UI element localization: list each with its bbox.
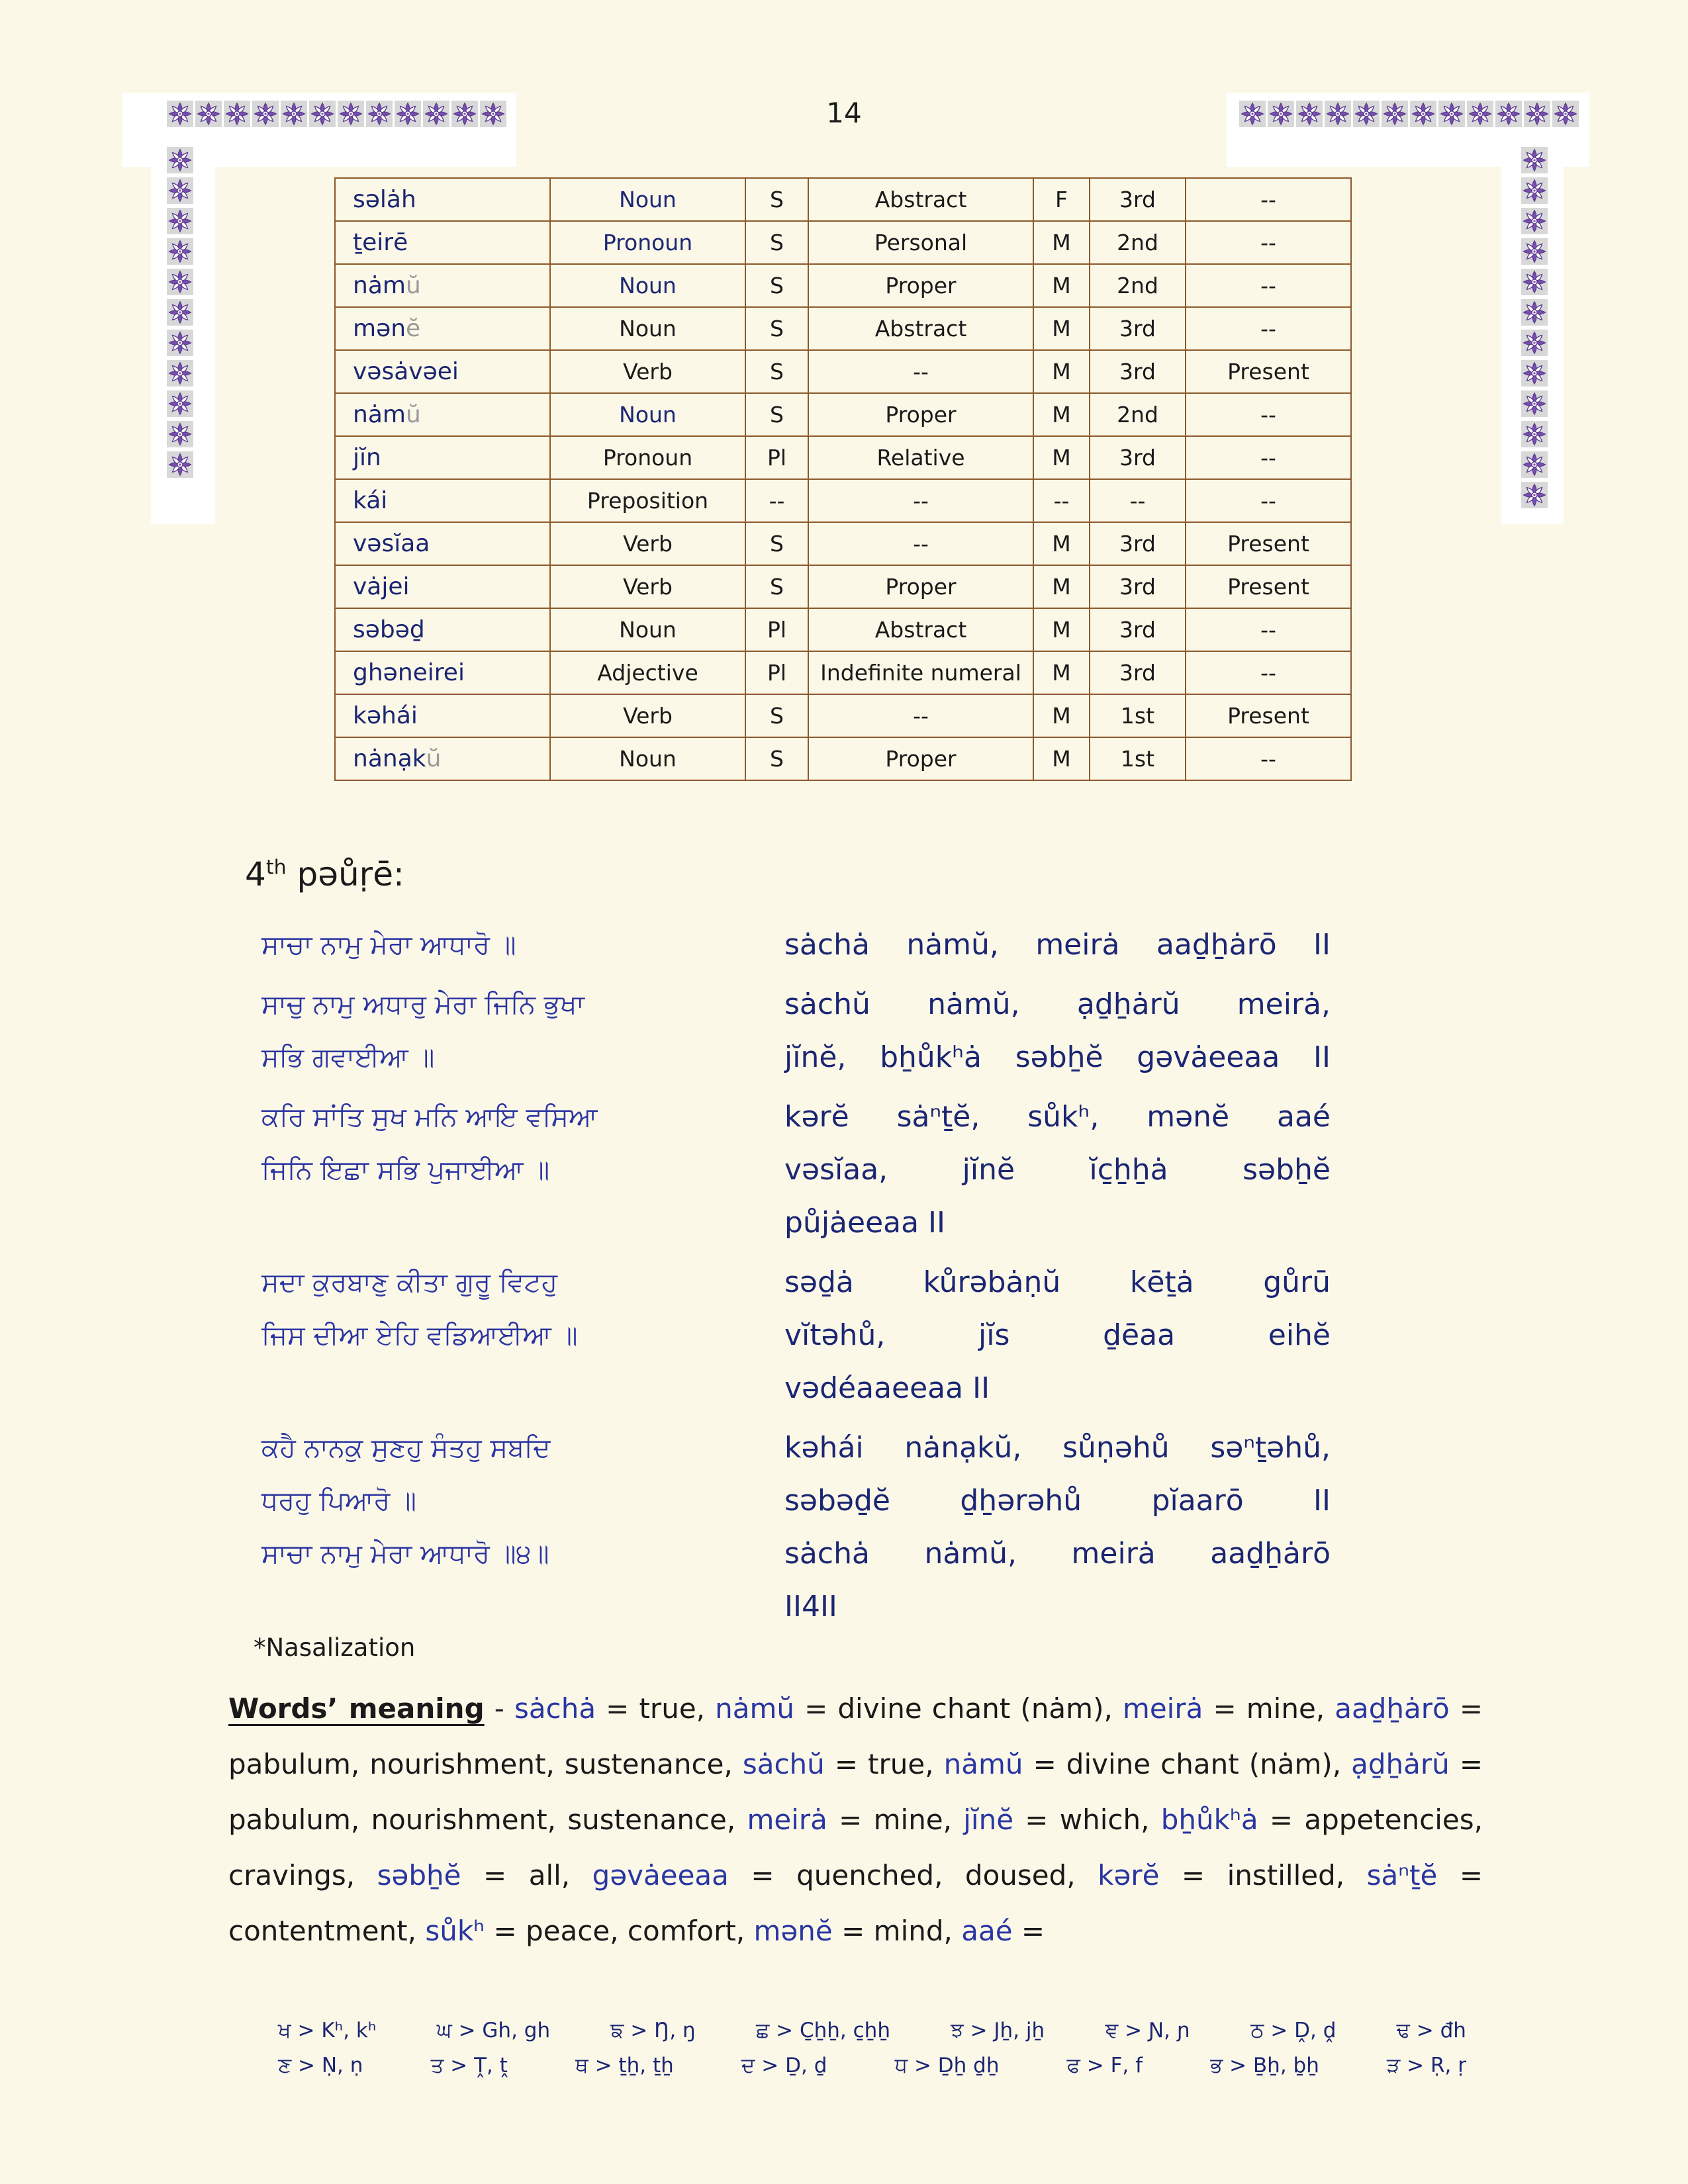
tense-cell: -- xyxy=(1186,393,1351,436)
punjabi-word: aaḏẖȧrō xyxy=(1335,1692,1450,1725)
flower-icon xyxy=(167,299,193,326)
punjabi-word: nȧmŭ xyxy=(943,1748,1023,1780)
punjabi-word: bẖůkʰȧ xyxy=(1160,1803,1258,1836)
tense-cell: Present xyxy=(1186,522,1351,565)
word-cell: səbəḏ xyxy=(335,608,550,651)
num-cell: S xyxy=(745,522,808,565)
flower-icon xyxy=(167,177,193,204)
type-cell: Relative xyxy=(808,436,1033,479)
type-cell: Abstract xyxy=(808,307,1033,350)
english-gloss: = divine chant (nȧm), xyxy=(1023,1748,1352,1780)
type-cell: Personal xyxy=(808,221,1033,264)
gurmukhi-line: ਸਭਿ ਗਵਾਈਆ ॥ xyxy=(261,1042,435,1073)
flower-border-right xyxy=(1521,147,1548,508)
transliteration-line: sȧchŭ nȧmŭ, ạḏẖȧrŭ meirȧ, xyxy=(784,987,1331,1021)
letter-mapping: ਖ > Kʰ, kʰ xyxy=(278,2019,377,2042)
punjabi-word: jĭnĕ xyxy=(963,1803,1014,1836)
person-cell: 3rd xyxy=(1090,178,1186,221)
table-row xyxy=(335,737,1351,780)
gurmukhi-line: ਧਰਹੁ ਪਿਆਰੋ ॥ xyxy=(261,1486,416,1516)
type-cell: Abstract xyxy=(808,178,1033,221)
gender-cell: M xyxy=(1033,350,1090,393)
num-cell: S xyxy=(745,307,808,350)
flower-icon xyxy=(1521,208,1548,234)
gurmukhi-column xyxy=(261,1091,784,1250)
type-cell: Proper xyxy=(808,737,1033,780)
tense-cell: -- xyxy=(1186,307,1351,350)
transliteration-line: vədéaaeeaa II xyxy=(784,1371,990,1405)
flower-icon xyxy=(167,390,193,417)
num-cell: S xyxy=(745,694,808,737)
grammar-table-body xyxy=(335,178,1351,780)
letter-mapping: ਘ > Gh, gh xyxy=(436,2019,551,2042)
flower-icon xyxy=(167,238,193,265)
transliteration-column xyxy=(784,978,1331,1084)
punjabi-word: ạḏẖȧrŭ xyxy=(1351,1748,1450,1780)
transliteration-column xyxy=(784,919,1331,972)
tense-cell: -- xyxy=(1186,178,1351,221)
english-gloss: = peace, comfort, xyxy=(485,1915,754,1947)
english-gloss: = true, xyxy=(596,1692,716,1725)
transliteration-line: kərĕ sȧⁿṯĕ, sůkʰ, mənĕ aaé xyxy=(784,1100,1331,1134)
verse-group xyxy=(261,1256,1334,1415)
person-cell: 2nd xyxy=(1090,221,1186,264)
gurmukhi-line: ਸਾਚਾ ਨਾਮੁ ਮੇਰਾ ਆਧਾਰੋ ॥੪॥ xyxy=(261,1539,549,1569)
verse-group xyxy=(261,1422,1334,1633)
tense-cell: Present xyxy=(1186,350,1351,393)
flower-icon xyxy=(1521,451,1548,478)
gender-cell: -- xyxy=(1033,479,1090,522)
gender-cell: M xyxy=(1033,221,1090,264)
transliteration-line: jĭnĕ, bẖůkʰȧ səbẖĕ gəvȧeeaa II xyxy=(784,1040,1331,1074)
gender-cell: M xyxy=(1033,651,1090,694)
transliteration-column xyxy=(784,1091,1331,1250)
tense-cell: -- xyxy=(1186,651,1351,694)
verse-group xyxy=(261,919,1334,972)
table-row xyxy=(335,436,1351,479)
gender-cell: M xyxy=(1033,436,1090,479)
tense-cell: -- xyxy=(1186,479,1351,522)
pos-cell: Adjective xyxy=(550,651,745,694)
section-heading xyxy=(245,855,404,893)
gender-cell: M xyxy=(1033,393,1090,436)
tense-cell: -- xyxy=(1186,436,1351,479)
punjabi-word: sȧchȧ xyxy=(514,1692,596,1725)
english-gloss: = mine, xyxy=(1203,1692,1335,1725)
word-cell: vəsȧvəei xyxy=(335,350,550,393)
english-gloss: = contentment, xyxy=(228,1859,1483,1947)
table-row xyxy=(335,694,1351,737)
pos-cell: Noun xyxy=(550,178,745,221)
word-cell: kái xyxy=(335,479,550,522)
pos-cell: Verb xyxy=(550,522,745,565)
num-cell: Pl xyxy=(745,436,808,479)
letter-mapping: ਭ > Ḇẖ, ḇẖ xyxy=(1210,2054,1319,2077)
num-cell: Pl xyxy=(745,608,808,651)
english-gloss: = pabulum, nourishment, sustenance, xyxy=(228,1692,1483,1780)
gurmukhi-line: ਸਾਚਾ ਨਾਮੁ ਮੇਰਾ ਆਧਾਰੋ ॥ xyxy=(261,930,516,960)
word-cell: nȧmŭ xyxy=(335,264,550,307)
table-row xyxy=(335,651,1351,694)
pos-cell: Verb xyxy=(550,350,745,393)
transliteration-line: səbəḏĕ ḏẖərəhů pĭaarō II xyxy=(784,1484,1331,1518)
table-row xyxy=(335,393,1351,436)
flower-icon xyxy=(1521,177,1548,204)
word-cell: mənĕ xyxy=(335,307,550,350)
table-row xyxy=(335,608,1351,651)
words-meaning-heading: Words’ meaning xyxy=(228,1692,485,1725)
num-cell: -- xyxy=(745,479,808,522)
english-gloss: = pabulum, nourishment, sustenance, xyxy=(228,1748,1483,1836)
type-cell: Indefinite numeral xyxy=(808,651,1033,694)
person-cell: 1st xyxy=(1090,694,1186,737)
flower-border-left xyxy=(167,147,193,478)
english-gloss: = mind, xyxy=(832,1915,962,1947)
pos-cell: Noun xyxy=(550,393,745,436)
transliteration-column xyxy=(784,1422,1331,1633)
num-cell: S xyxy=(745,565,808,608)
punjabi-word: kərĕ xyxy=(1098,1859,1160,1891)
person-cell: 3rd xyxy=(1090,307,1186,350)
transliteration-key-row-2 xyxy=(278,2054,1466,2078)
gurmukhi-column xyxy=(261,978,784,1084)
tense-cell: -- xyxy=(1186,264,1351,307)
person-cell: 3rd xyxy=(1090,608,1186,651)
gender-cell: M xyxy=(1033,307,1090,350)
person-cell: 3rd xyxy=(1090,350,1186,393)
word-cell: ghəneirei xyxy=(335,651,550,694)
tense-cell: -- xyxy=(1186,737,1351,780)
flower-icon xyxy=(167,330,193,356)
table-row xyxy=(335,522,1351,565)
person-cell: 3rd xyxy=(1090,651,1186,694)
page-number: 14 xyxy=(826,97,862,129)
english-gloss: = instilled, xyxy=(1159,1859,1367,1891)
type-cell: Proper xyxy=(808,393,1033,436)
punjabi-word: sȧchŭ xyxy=(742,1748,825,1780)
punjabi-word: meirȧ xyxy=(747,1803,827,1836)
table-row xyxy=(335,565,1351,608)
gender-cell: M xyxy=(1033,694,1090,737)
table-row xyxy=(335,307,1351,350)
num-cell: S xyxy=(745,737,808,780)
word-cell: səlȧh xyxy=(335,178,550,221)
transliteration-line: II4II xyxy=(784,1590,837,1623)
pos-cell: Pronoun xyxy=(550,436,745,479)
gender-cell: M xyxy=(1033,522,1090,565)
punjabi-word: sȧⁿṯĕ xyxy=(1366,1859,1438,1891)
grammar-analysis-table xyxy=(334,177,1352,781)
transliteration-line: sȧchȧ nȧmŭ, meirȧ aaḏẖȧrō xyxy=(784,1537,1331,1570)
word-cell: nȧmŭ xyxy=(335,393,550,436)
english-gloss: = which, xyxy=(1013,1803,1161,1836)
flower-icon xyxy=(1521,269,1548,295)
letter-mapping: ਢ > đh xyxy=(1396,2019,1466,2042)
gurmukhi-line: ਸਾਚੁ ਨਾਮੁ ਅਧਾਰੁ ਮੇਰਾ ਜਿਨਿ ਭੁਖਾ xyxy=(261,989,585,1020)
words-meaning-separator: - xyxy=(484,1692,514,1725)
words-meaning-paragraph xyxy=(228,1681,1483,1959)
num-cell: Pl xyxy=(745,651,808,694)
gurmukhi-column xyxy=(261,1422,784,1633)
gender-cell: F xyxy=(1033,178,1090,221)
letter-mapping: ਛ > C̱ẖẖ, c̱ẖẖ xyxy=(755,2019,890,2042)
punjabi-word: sůkʰ xyxy=(425,1915,485,1947)
table-row xyxy=(335,350,1351,393)
english-gloss: = true, xyxy=(824,1748,944,1780)
flower-icon xyxy=(1521,360,1548,387)
word-cell: vəsĭaa xyxy=(335,522,550,565)
gurmukhi-line: ਕਰਿ ਸਾਂਤਿ ਸੁਖ ਮਨਿ ਆਇ ਵਸਿਆ xyxy=(261,1102,598,1132)
gender-cell: M xyxy=(1033,737,1090,780)
letter-mapping: ਞ > Ɲ, ɲ xyxy=(1105,2019,1190,2042)
tense-cell: -- xyxy=(1186,221,1351,264)
letter-mapping: ਫ > F, f xyxy=(1066,2054,1143,2077)
letter-mapping: ਧ > Ḏẖ ḏẖ xyxy=(894,2054,1000,2077)
table-row xyxy=(335,178,1351,221)
transliteration-line: vĭtəhů, jĭs ḏēaa eihĕ xyxy=(784,1318,1331,1352)
nasalization-note: *Nasalization xyxy=(254,1633,416,1662)
flower-icon xyxy=(167,451,193,478)
pos-cell: Noun xyxy=(550,608,745,651)
type-cell: -- xyxy=(808,350,1033,393)
english-gloss: = mine, xyxy=(827,1803,964,1836)
person-cell: 2nd xyxy=(1090,264,1186,307)
flower-icon xyxy=(167,269,193,295)
english-gloss: = xyxy=(1012,1915,1045,1947)
transliteration-line: půjȧeeaa II xyxy=(784,1206,946,1240)
gender-cell: M xyxy=(1033,565,1090,608)
verse-group xyxy=(261,1091,1334,1250)
verse-group xyxy=(261,978,1334,1084)
transliteration-key xyxy=(278,2019,1466,2089)
type-cell: Proper xyxy=(808,565,1033,608)
gurmukhi-line: ਕਹੈ ਨਾਨਕੁ ਸੁਣਹੁ ਸੰਤਹੁ ਸਬਦਿ xyxy=(261,1433,551,1463)
letter-mapping: ਝ > Jẖ, jẖ xyxy=(951,2019,1045,2042)
type-cell: -- xyxy=(808,694,1033,737)
letter-mapping: ੜ > Ṛ, ṛ xyxy=(1387,2054,1466,2077)
gurmukhi-column xyxy=(261,1256,784,1415)
flower-icon xyxy=(1521,299,1548,326)
punjabi-word: nȧmŭ xyxy=(715,1692,794,1725)
punjabi-word: gəvȧeeaa xyxy=(592,1859,729,1891)
punjabi-word: mənĕ xyxy=(753,1915,833,1947)
gender-cell: M xyxy=(1033,608,1090,651)
person-cell: 3rd xyxy=(1090,522,1186,565)
flower-icon xyxy=(167,360,193,387)
word-cell: ṯeirē xyxy=(335,221,550,264)
punjabi-word: aaé xyxy=(961,1915,1013,1947)
flower-icon xyxy=(1521,421,1548,447)
num-cell: S xyxy=(745,221,808,264)
flower-icon xyxy=(167,421,193,447)
flower-icon xyxy=(167,147,193,173)
section-heading-text: pəůṛē: xyxy=(286,855,404,893)
pos-cell: Verb xyxy=(550,694,745,737)
transliteration-key-row-1 xyxy=(278,2019,1466,2043)
pos-cell: Preposition xyxy=(550,479,745,522)
transliteration-line: vəsĭaa, jĭnĕ ĭc̱ẖẖȧ səbẖĕ xyxy=(784,1153,1331,1187)
letter-mapping: ਦ > Ḏ, ḏ xyxy=(741,2054,827,2077)
type-cell: -- xyxy=(808,479,1033,522)
person-cell: 3rd xyxy=(1090,436,1186,479)
num-cell: S xyxy=(745,350,808,393)
gurmukhi-line: ਜਿਨਿ ਇਛਾ ਸਭਿ ਪੁਜਾਈਆ ॥ xyxy=(261,1155,550,1185)
tense-cell: Present xyxy=(1186,565,1351,608)
pos-cell: Noun xyxy=(550,307,745,350)
gurmukhi-line: ਜਿਸ ਦੀਆ ਏਹਿ ਵਡਿਆਈਆ ॥ xyxy=(261,1320,578,1351)
verse-section xyxy=(261,919,1334,1640)
letter-mapping: ਠ > Ḓ, ḓ xyxy=(1250,2019,1336,2042)
punjabi-word: səbẖĕ xyxy=(377,1859,461,1891)
english-gloss: = quenched, doused, xyxy=(728,1859,1098,1891)
num-cell: S xyxy=(745,178,808,221)
type-cell: Abstract xyxy=(808,608,1033,651)
letter-mapping: ਥ > ṯẖ, ṯẖ xyxy=(575,2054,674,2077)
num-cell: S xyxy=(745,393,808,436)
gender-cell: M xyxy=(1033,264,1090,307)
table-row xyxy=(335,221,1351,264)
person-cell: 1st xyxy=(1090,737,1186,780)
flower-icon xyxy=(1521,238,1548,265)
english-gloss: = divine chant (nȧm), xyxy=(794,1692,1123,1725)
flower-icon xyxy=(1521,482,1548,508)
pos-cell: Noun xyxy=(550,737,745,780)
transliteration-line: səḏȧ kůrəbȧṇŭ kēṯȧ gůrū xyxy=(784,1265,1331,1299)
person-cell: -- xyxy=(1090,479,1186,522)
person-cell: 2nd xyxy=(1090,393,1186,436)
flower-icon xyxy=(1521,147,1548,173)
word-cell: kəhái xyxy=(335,694,550,737)
transliteration-column xyxy=(784,1256,1331,1415)
word-cell: nȧnạkŭ xyxy=(335,737,550,780)
tense-cell: -- xyxy=(1186,608,1351,651)
num-cell: S xyxy=(745,264,808,307)
flower-icon xyxy=(1521,330,1548,356)
table-row xyxy=(335,479,1351,522)
transliteration-line: sȧchȧ nȧmŭ, meirȧ aaḏẖȧrō II xyxy=(784,928,1331,962)
section-heading-number: 4 xyxy=(245,855,266,893)
english-gloss: = appetencies, cravings, xyxy=(228,1803,1483,1891)
tense-cell: Present xyxy=(1186,694,1351,737)
word-cell: vȧjei xyxy=(335,565,550,608)
gurmukhi-column xyxy=(261,919,784,972)
flower-icon xyxy=(1521,390,1548,417)
transliteration-line: kəhái nȧnạkŭ, sůṇəhů səⁿṯəhů, xyxy=(784,1431,1331,1465)
gurmukhi-line: ਸਦਾ ਕੁਰਬਾਣੁ ਕੀਤਾ ਗੁਰੂ ਵਿਟਹੁ xyxy=(261,1267,558,1298)
flower-icon xyxy=(167,208,193,234)
person-cell: 3rd xyxy=(1090,565,1186,608)
english-gloss: = all, xyxy=(461,1859,592,1891)
type-cell: Proper xyxy=(808,264,1033,307)
punjabi-word: meirȧ xyxy=(1122,1692,1203,1725)
letter-mapping: ਙ > Ŋ, ŋ xyxy=(610,2019,696,2042)
pos-cell: Verb xyxy=(550,565,745,608)
pos-cell: Pronoun xyxy=(550,221,745,264)
words-meaning-segments xyxy=(228,1692,1483,1947)
word-cell: jĭn xyxy=(335,436,550,479)
type-cell: -- xyxy=(808,522,1033,565)
letter-mapping: ਤ > Ṱ, ṱ xyxy=(430,2054,508,2077)
section-heading-ordinal: th xyxy=(265,856,287,880)
table-row xyxy=(335,264,1351,307)
pos-cell: Noun xyxy=(550,264,745,307)
letter-mapping: ਣ > Ṇ, ṇ xyxy=(278,2054,363,2077)
